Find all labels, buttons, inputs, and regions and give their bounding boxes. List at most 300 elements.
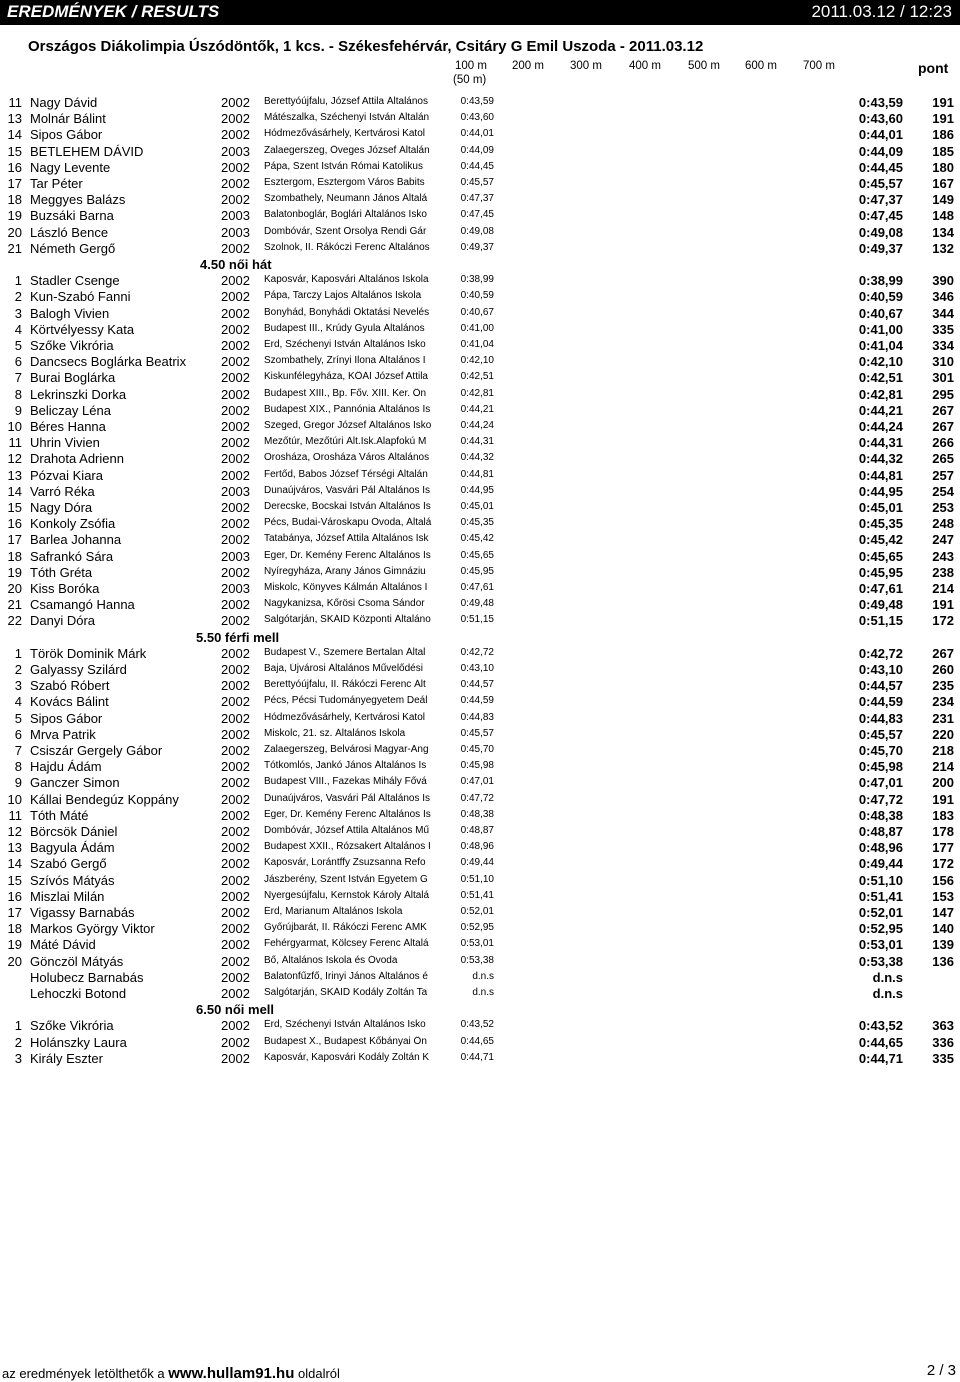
final-time: 0:51,41 — [858, 888, 903, 904]
swimmer-name: Holubecz Barnabás — [30, 969, 144, 985]
school-name: Kiskunfélegyháza, KÖÁI József Attila — [264, 371, 428, 383]
final-time: 0:40,59 — [858, 289, 903, 305]
col-500m: 500 m — [688, 60, 720, 72]
result-rank: 2 — [14, 662, 22, 677]
birth-year: 2002 — [221, 176, 250, 191]
birth-year: 2002 — [221, 127, 250, 143]
split-100m: 0:45,57 — [460, 177, 494, 188]
result-rank: 1 — [14, 1018, 22, 1034]
swimmer-name: Balogh Vivien — [30, 305, 110, 321]
result-rank: 3 — [14, 1050, 22, 1066]
split-100m: 0:45,65 — [460, 549, 494, 561]
result-row — [0, 531, 960, 547]
final-time: 0:44,95 — [858, 483, 903, 499]
school-name: Budapest XIX., Pannónia Általános Is — [264, 403, 431, 415]
result-points: 335 — [932, 321, 954, 337]
swimmer-name: Mrva Patrik — [30, 726, 96, 742]
birth-year: 2003 — [221, 224, 250, 240]
col-100m: 100 m — [455, 60, 487, 72]
split-100m: 0:42,81 — [460, 387, 494, 399]
split-100m: 0:44,83 — [460, 711, 494, 723]
event-heading: 4.50 női hát — [200, 257, 272, 272]
result-points: 335 — [932, 1050, 954, 1066]
birth-year: 2002 — [221, 1018, 250, 1034]
final-time: 0:44,71 — [858, 1050, 903, 1066]
swimmer-name: BETLEHEM DÁVID — [30, 143, 144, 159]
final-time: 0:38,99 — [858, 273, 903, 289]
school-name: Fertőd, Babos József Térségi Általán — [264, 468, 428, 480]
final-time: 0:48,87 — [858, 824, 903, 839]
swimmer-name: Safrankó Sára — [30, 548, 114, 564]
split-100m: 0:49,08 — [460, 225, 494, 237]
swimmer-name: Nagy Dávid — [30, 95, 98, 110]
split-100m: 0:45,35 — [460, 517, 494, 529]
results-header-bar — [0, 0, 960, 25]
result-rank: 11 — [8, 435, 22, 451]
school-name: Pécs, Pécsi Tudományegyetem Deál — [264, 695, 428, 707]
school-name: Salgótarján, SKÁID Központi Általáno — [264, 614, 431, 626]
final-time: 0:44,83 — [858, 710, 903, 726]
final-time: 0:44,57 — [858, 678, 903, 694]
split-100m: 0:44,57 — [460, 679, 494, 691]
result-rank: 2 — [14, 289, 22, 305]
birth-year: 2002 — [221, 1034, 250, 1050]
split-100m: 0:44,24 — [460, 420, 494, 431]
result-points: 336 — [932, 1034, 954, 1050]
school-name: Jászberény, Szent István Egyetem G — [264, 873, 428, 885]
school-name: Miskolc, 21. sz. Általános Iskola — [264, 727, 406, 739]
split-100m: 0:42,10 — [460, 355, 494, 367]
result-row — [0, 288, 960, 304]
swimmer-name: Molnár Bálint — [30, 111, 106, 127]
result-rank: 1 — [14, 273, 22, 289]
final-time: 0:44,09 — [858, 143, 903, 159]
result-rank: 13 — [7, 467, 22, 483]
final-time: 0:47,45 — [858, 208, 903, 224]
result-rank: 13 — [7, 111, 22, 127]
result-points: 253 — [932, 500, 954, 515]
birth-year: 2002 — [221, 645, 250, 661]
split-100m: 0:45,70 — [460, 744, 494, 755]
result-points: 243 — [932, 548, 954, 564]
result-row — [0, 305, 960, 321]
swimmer-name: Konkoly Zsófia — [30, 516, 116, 532]
result-rank: 16 — [7, 516, 22, 532]
birth-year: 2002 — [221, 905, 250, 920]
split-100m: 0:49,37 — [460, 241, 494, 253]
final-time: 0:45,57 — [858, 176, 903, 191]
final-time: 0:45,95 — [858, 564, 903, 580]
final-time: 0:47,61 — [858, 581, 903, 596]
birth-year: 2003 — [221, 548, 250, 564]
school-name: Eger, Dr. Kemény Ferenc Általános Is — [264, 808, 431, 820]
result-points: 149 — [932, 192, 954, 208]
result-points: 235 — [932, 678, 954, 694]
swimmer-name: Szőke Vikrória — [30, 1018, 114, 1034]
swimmer-name: Drahota Adrienn — [30, 451, 124, 467]
school-name: Dombóvár, Szent Orsolya Rendi Gár — [264, 225, 427, 237]
result-rank: 5 — [14, 710, 22, 726]
result-points: 267 — [932, 645, 954, 661]
swimmer-name: Máté Dávid — [30, 937, 96, 953]
result-row — [0, 855, 960, 871]
result-rank: 4 — [14, 321, 22, 337]
swimmer-name: Sipos Gábor — [30, 127, 103, 143]
result-row — [0, 742, 960, 758]
result-row — [0, 386, 960, 402]
result-rank: 11 — [8, 807, 22, 823]
birth-year: 2002 — [221, 321, 250, 337]
split-100m: 0:44,21 — [460, 403, 494, 415]
result-points: 346 — [932, 289, 954, 305]
result-row — [0, 191, 960, 207]
result-points: 172 — [932, 856, 954, 872]
split-100m: 0:44,09 — [460, 144, 494, 156]
footer-site-link[interactable]: www.hullam91.hu — [168, 1365, 295, 1382]
result-row — [0, 904, 960, 920]
birth-year: 2002 — [221, 969, 250, 985]
split-100m: 0:51,41 — [460, 889, 494, 901]
result-rank: 7 — [14, 743, 22, 758]
school-name: Hódmezővásárhely, Kertvárosi Katol — [264, 711, 425, 723]
school-name: Esztergom, Esztergom Város Babits — [264, 177, 425, 188]
school-name: Mátészalka, Széchenyi István Általán — [264, 112, 430, 124]
swimmer-name: Stadler Csenge — [30, 273, 120, 289]
final-time: 0:42,81 — [858, 386, 903, 402]
birth-year: 2002 — [221, 564, 250, 580]
result-row — [0, 1050, 960, 1066]
result-rank: 14 — [7, 483, 22, 499]
school-name: Szombathely, Zrínyi Ilona Általános I — [264, 355, 426, 367]
result-row — [0, 872, 960, 888]
final-time: 0:43,10 — [858, 662, 903, 677]
result-points: 139 — [932, 937, 954, 953]
result-points: 363 — [932, 1018, 954, 1034]
school-name: Hódmezővásárhely, Kertvárosi Katol — [264, 128, 425, 140]
final-time: 0:44,81 — [858, 467, 903, 483]
swimmer-name: Kovács Bálint — [30, 694, 109, 710]
swimmer-name: Vigassy Barnabás — [30, 905, 135, 920]
school-name: Salgótarján, SKÁID Kodály Zoltán Ta — [264, 987, 428, 998]
school-name: Nyergesújfalu, Kernstok Károly Általá — [264, 889, 430, 901]
birth-year: 2002 — [221, 937, 250, 953]
split-100m: 0:40,59 — [460, 290, 494, 302]
split-100m: 0:52,95 — [460, 922, 494, 934]
swimmer-name: Szőke Vikrória — [30, 338, 114, 353]
results-header-label: EREDMÉNYEK / RESULTS — [7, 2, 220, 21]
result-points: 191 — [932, 95, 954, 110]
result-rank: 19 — [7, 208, 22, 224]
swimmer-name: Tóth Máté — [30, 807, 89, 823]
event-heading: 6.50 női mell — [196, 1002, 275, 1018]
result-rank: 11 — [8, 95, 22, 110]
birth-year: 2002 — [221, 678, 250, 694]
split-100m: 0:41,00 — [460, 322, 494, 334]
footer-suffix: oldalról — [298, 1366, 340, 1381]
split-100m: 0:45,57 — [460, 727, 494, 739]
result-points: 257 — [932, 467, 954, 483]
birth-year: 2002 — [221, 743, 250, 758]
result-points: 177 — [932, 840, 954, 856]
final-time: 0:44,59 — [858, 694, 903, 710]
result-row — [0, 693, 960, 709]
school-name: Miskolc, Könyves Kálmán Általános I — [264, 582, 428, 593]
birth-year: 2002 — [221, 710, 250, 726]
result-rank: 15 — [7, 143, 22, 159]
birth-year: 2002 — [221, 840, 250, 856]
result-points: 185 — [932, 143, 954, 159]
split-100m: 0:49,44 — [460, 857, 494, 869]
school-name: Pápa, Szent István Római Katolikus — [264, 160, 423, 172]
final-time: 0:47,37 — [858, 192, 903, 208]
final-time: 0:44,21 — [858, 402, 903, 418]
result-row — [0, 110, 960, 126]
result-rank: 14 — [7, 856, 22, 872]
page-title: Országos Diákolimpia Úszódöntők, 1 kcs. - Székesfehérvár, Csitáry G Emil Uszoda - 2011.03.12 — [28, 38, 704, 55]
result-row — [0, 580, 960, 596]
result-rank: 16 — [7, 159, 22, 175]
result-rank: 19 — [7, 564, 22, 580]
birth-year: 2002 — [221, 370, 250, 386]
final-time: 0:48,96 — [858, 840, 903, 856]
split-100m: 0:44,32 — [460, 452, 494, 464]
final-time: 0:44,65 — [858, 1034, 903, 1050]
school-name: Budapest X., Budapest Kőbányai Ön — [264, 1035, 427, 1047]
swimmer-name: Kun-Szabó Fanni — [30, 289, 131, 305]
result-row — [0, 418, 960, 434]
result-rank: 7 — [14, 370, 22, 386]
result-points: 134 — [932, 224, 954, 240]
split-100m: 0:47,37 — [460, 193, 494, 205]
result-points: 295 — [932, 386, 954, 402]
final-time: 0:51,15 — [858, 613, 903, 629]
birth-year: 2002 — [221, 354, 250, 370]
page-number: 2 / 3 — [926, 1362, 956, 1379]
school-name: Dunaújváros, Vasvári Pál Általános Is — [264, 792, 431, 804]
swimmer-name: Szabó Róbert — [30, 678, 110, 694]
school-name: Bő, Általános Iskola és Óvoda — [264, 954, 398, 966]
final-time: 0:49,48 — [858, 597, 903, 613]
birth-year: 2002 — [221, 597, 250, 613]
final-time: 0:45,42 — [858, 532, 903, 548]
school-name: Pápa, Tarczy Lajos Általános Iskola — [264, 290, 422, 302]
swimmer-name: László Bence — [30, 224, 109, 240]
swimmer-name: Csamangó Hanna — [30, 597, 135, 613]
result-points: 191 — [932, 791, 954, 807]
swimmer-name: Markos György Viktor — [30, 921, 155, 937]
result-rank: 14 — [7, 127, 22, 143]
result-points: 334 — [932, 338, 954, 353]
split-100m: d.n.s — [472, 970, 494, 982]
school-name: Orosháza, Orosháza Város Általános — [264, 452, 430, 464]
school-name: Zalaegerszeg, Belvárosi Magyar-Ang — [264, 744, 429, 755]
school-name: Mezőtúr, Mezőtúri Ált.Isk.Alapfokú M — [264, 436, 427, 448]
split-100m: 0:45,42 — [460, 533, 494, 545]
final-time: 0:41,00 — [858, 321, 903, 337]
birth-year: 2002 — [221, 662, 250, 677]
split-100m: 0:45,98 — [460, 760, 494, 772]
split-100m: 0:51,10 — [460, 873, 494, 885]
result-row — [0, 758, 960, 774]
final-time: 0:44,32 — [858, 451, 903, 467]
results-datetime: 2011.03.12 / 12:23 — [811, 2, 952, 21]
result-rank: 15 — [7, 500, 22, 515]
result-row — [0, 564, 960, 580]
birth-year: 2003 — [221, 581, 250, 596]
result-points: 231 — [932, 710, 954, 726]
school-name: Szolnok, II. Rákóczi Ferenc Általános — [264, 241, 430, 253]
final-time: 0:45,98 — [858, 759, 903, 775]
final-time: 0:52,95 — [858, 921, 903, 937]
birth-year: 2003 — [221, 208, 250, 224]
result-points: 248 — [932, 516, 954, 532]
birth-year: 2002 — [221, 338, 250, 353]
result-points: 218 — [932, 743, 954, 758]
result-row — [0, 207, 960, 223]
split-100m: 0:44,65 — [460, 1035, 494, 1047]
result-points: 310 — [932, 354, 954, 370]
result-points: 247 — [932, 532, 954, 548]
result-rank: 3 — [14, 305, 22, 321]
result-row — [0, 677, 960, 693]
result-row — [0, 159, 960, 175]
school-name: Berettyóújfalu, II. Rákóczi Ferenc Ált — [264, 679, 426, 691]
split-100m: 0:44,71 — [460, 1051, 494, 1063]
final-time: 0:45,01 — [858, 500, 903, 515]
split-100m: 0:53,01 — [460, 938, 494, 950]
result-rank: 20 — [7, 224, 22, 240]
result-rank: 22 — [7, 613, 22, 629]
swimmer-name: Szabó Gergő — [30, 856, 107, 872]
final-time: 0:49,08 — [858, 224, 903, 240]
result-row — [0, 1034, 960, 1050]
result-row — [0, 888, 960, 904]
split-100m: 0:44,81 — [460, 468, 494, 480]
swimmer-name: Török Dominik Márk — [30, 645, 147, 661]
swimmer-name: Varró Réka — [30, 483, 95, 499]
swimmer-name: Körtvélyessy Kata — [30, 321, 135, 337]
split-100m: 0:51,15 — [460, 614, 494, 626]
final-time: 0:45,35 — [858, 516, 903, 532]
school-name: Tótkomlós, Jankó János Általános Is — [264, 760, 427, 772]
split-100m: 0:53,38 — [460, 954, 494, 966]
split-100m: 0:43,10 — [460, 663, 494, 674]
result-row — [0, 353, 960, 369]
birth-year: 2002 — [221, 694, 250, 710]
split-100m: 0:48,96 — [460, 841, 494, 853]
school-name: Kaposvár, Lorántffy Zsuzsanna Refo — [264, 857, 426, 869]
swimmer-name: Barlea Johanna — [30, 532, 122, 548]
swimmer-name: Király Eszter — [30, 1050, 103, 1066]
school-name: Budapest V., Szemere Bertalan Által — [264, 646, 426, 658]
result-row — [0, 969, 960, 985]
result-rank: 12 — [7, 824, 22, 839]
result-rank: 6 — [14, 354, 22, 370]
result-row — [0, 645, 960, 661]
birth-year: 2002 — [221, 1050, 250, 1066]
final-time: 0:45,70 — [858, 743, 903, 758]
result-points: 344 — [932, 305, 954, 321]
swimmer-name: Holánszky Laura — [30, 1034, 127, 1050]
birth-year: 2002 — [221, 289, 250, 305]
swimmer-name: Béres Hanna — [30, 419, 106, 434]
swimmer-name: Lekrinszki Dorka — [30, 386, 127, 402]
result-row — [0, 920, 960, 936]
swimmer-name: Meggyes Balázs — [30, 192, 126, 208]
result-points: 147 — [932, 905, 954, 920]
event-heading: 5.50 férfi mell — [196, 629, 280, 645]
result-rank: 20 — [7, 953, 22, 969]
school-name: Pécs, Budai-Városkapu Óvoda, Általá — [264, 517, 432, 529]
result-points: 238 — [932, 564, 954, 580]
birth-year: 2002 — [221, 240, 250, 256]
birth-year: 2002 — [221, 111, 250, 127]
birth-year: 2002 — [221, 451, 250, 467]
birth-year: 2002 — [221, 856, 250, 872]
result-points: 260 — [932, 662, 954, 677]
swimmer-name: Csiszár Gergely Gábor — [30, 743, 163, 758]
result-rank: 4 — [14, 694, 22, 710]
school-name: Eger, Dr. Kemény Ferenc Általános Is — [264, 549, 431, 561]
split-100m: 0:49,48 — [460, 598, 494, 610]
birth-year: 2002 — [221, 516, 250, 532]
birth-year: 2002 — [221, 791, 250, 807]
result-points: 220 — [932, 726, 954, 742]
split-100m: d.n.s — [472, 987, 494, 998]
swimmer-name: Lehoczki Botond — [30, 986, 127, 1001]
final-time: 0:40,67 — [858, 305, 903, 321]
school-name: Bonyhád, Bonyhádi Oktatási Nevelés — [264, 306, 430, 318]
col-600m: 600 m — [745, 60, 777, 72]
split-100m: 0:40,67 — [460, 306, 494, 318]
result-rank: 16 — [7, 888, 22, 904]
split-100m: 0:38,99 — [460, 274, 494, 286]
split-100m: 0:44,95 — [460, 484, 494, 496]
birth-year: 2002 — [221, 888, 250, 904]
birth-year: 2002 — [221, 921, 250, 937]
birth-year: 2002 — [221, 953, 250, 969]
result-row — [0, 143, 960, 159]
footer-text: az eredmények letölthetők a — [2, 1366, 165, 1381]
result-points: 140 — [932, 921, 954, 937]
result-points: 214 — [932, 581, 954, 596]
school-name: Budapest XIII., Bp. Főv. XIII. Ker. Ön — [264, 387, 427, 399]
result-points: 267 — [932, 402, 954, 418]
result-row — [0, 515, 960, 531]
swimmer-name: Burai Boglárka — [30, 370, 116, 386]
birth-year: 2002 — [221, 532, 250, 548]
school-name: Fehérgyarmat, Kölcsey Ferenc Általá — [264, 938, 429, 950]
school-name: Dombóvár, József Attila Általános Mű — [264, 825, 430, 836]
school-name: Budapest XXII., Rózsakert Általános I — [264, 841, 431, 853]
result-points: 178 — [932, 824, 954, 839]
birth-year: 2002 — [221, 386, 250, 402]
result-row — [0, 94, 960, 110]
result-row — [0, 126, 960, 142]
birth-year: 2002 — [221, 824, 250, 839]
result-rank: 8 — [14, 386, 22, 402]
swimmer-name: Miszlai Milán — [30, 888, 105, 904]
result-rank: 10 — [7, 791, 22, 807]
result-rank: 19 — [7, 937, 22, 953]
result-row — [0, 402, 960, 418]
school-name: Tatabánya, József Attila Általános Isk — [264, 533, 429, 545]
result-row — [0, 321, 960, 337]
result-rank: 21 — [7, 597, 22, 613]
birth-year: 2002 — [221, 500, 250, 515]
school-name: Érd, Széchenyi István Általános Isko — [264, 339, 426, 350]
result-points: 200 — [932, 775, 954, 791]
